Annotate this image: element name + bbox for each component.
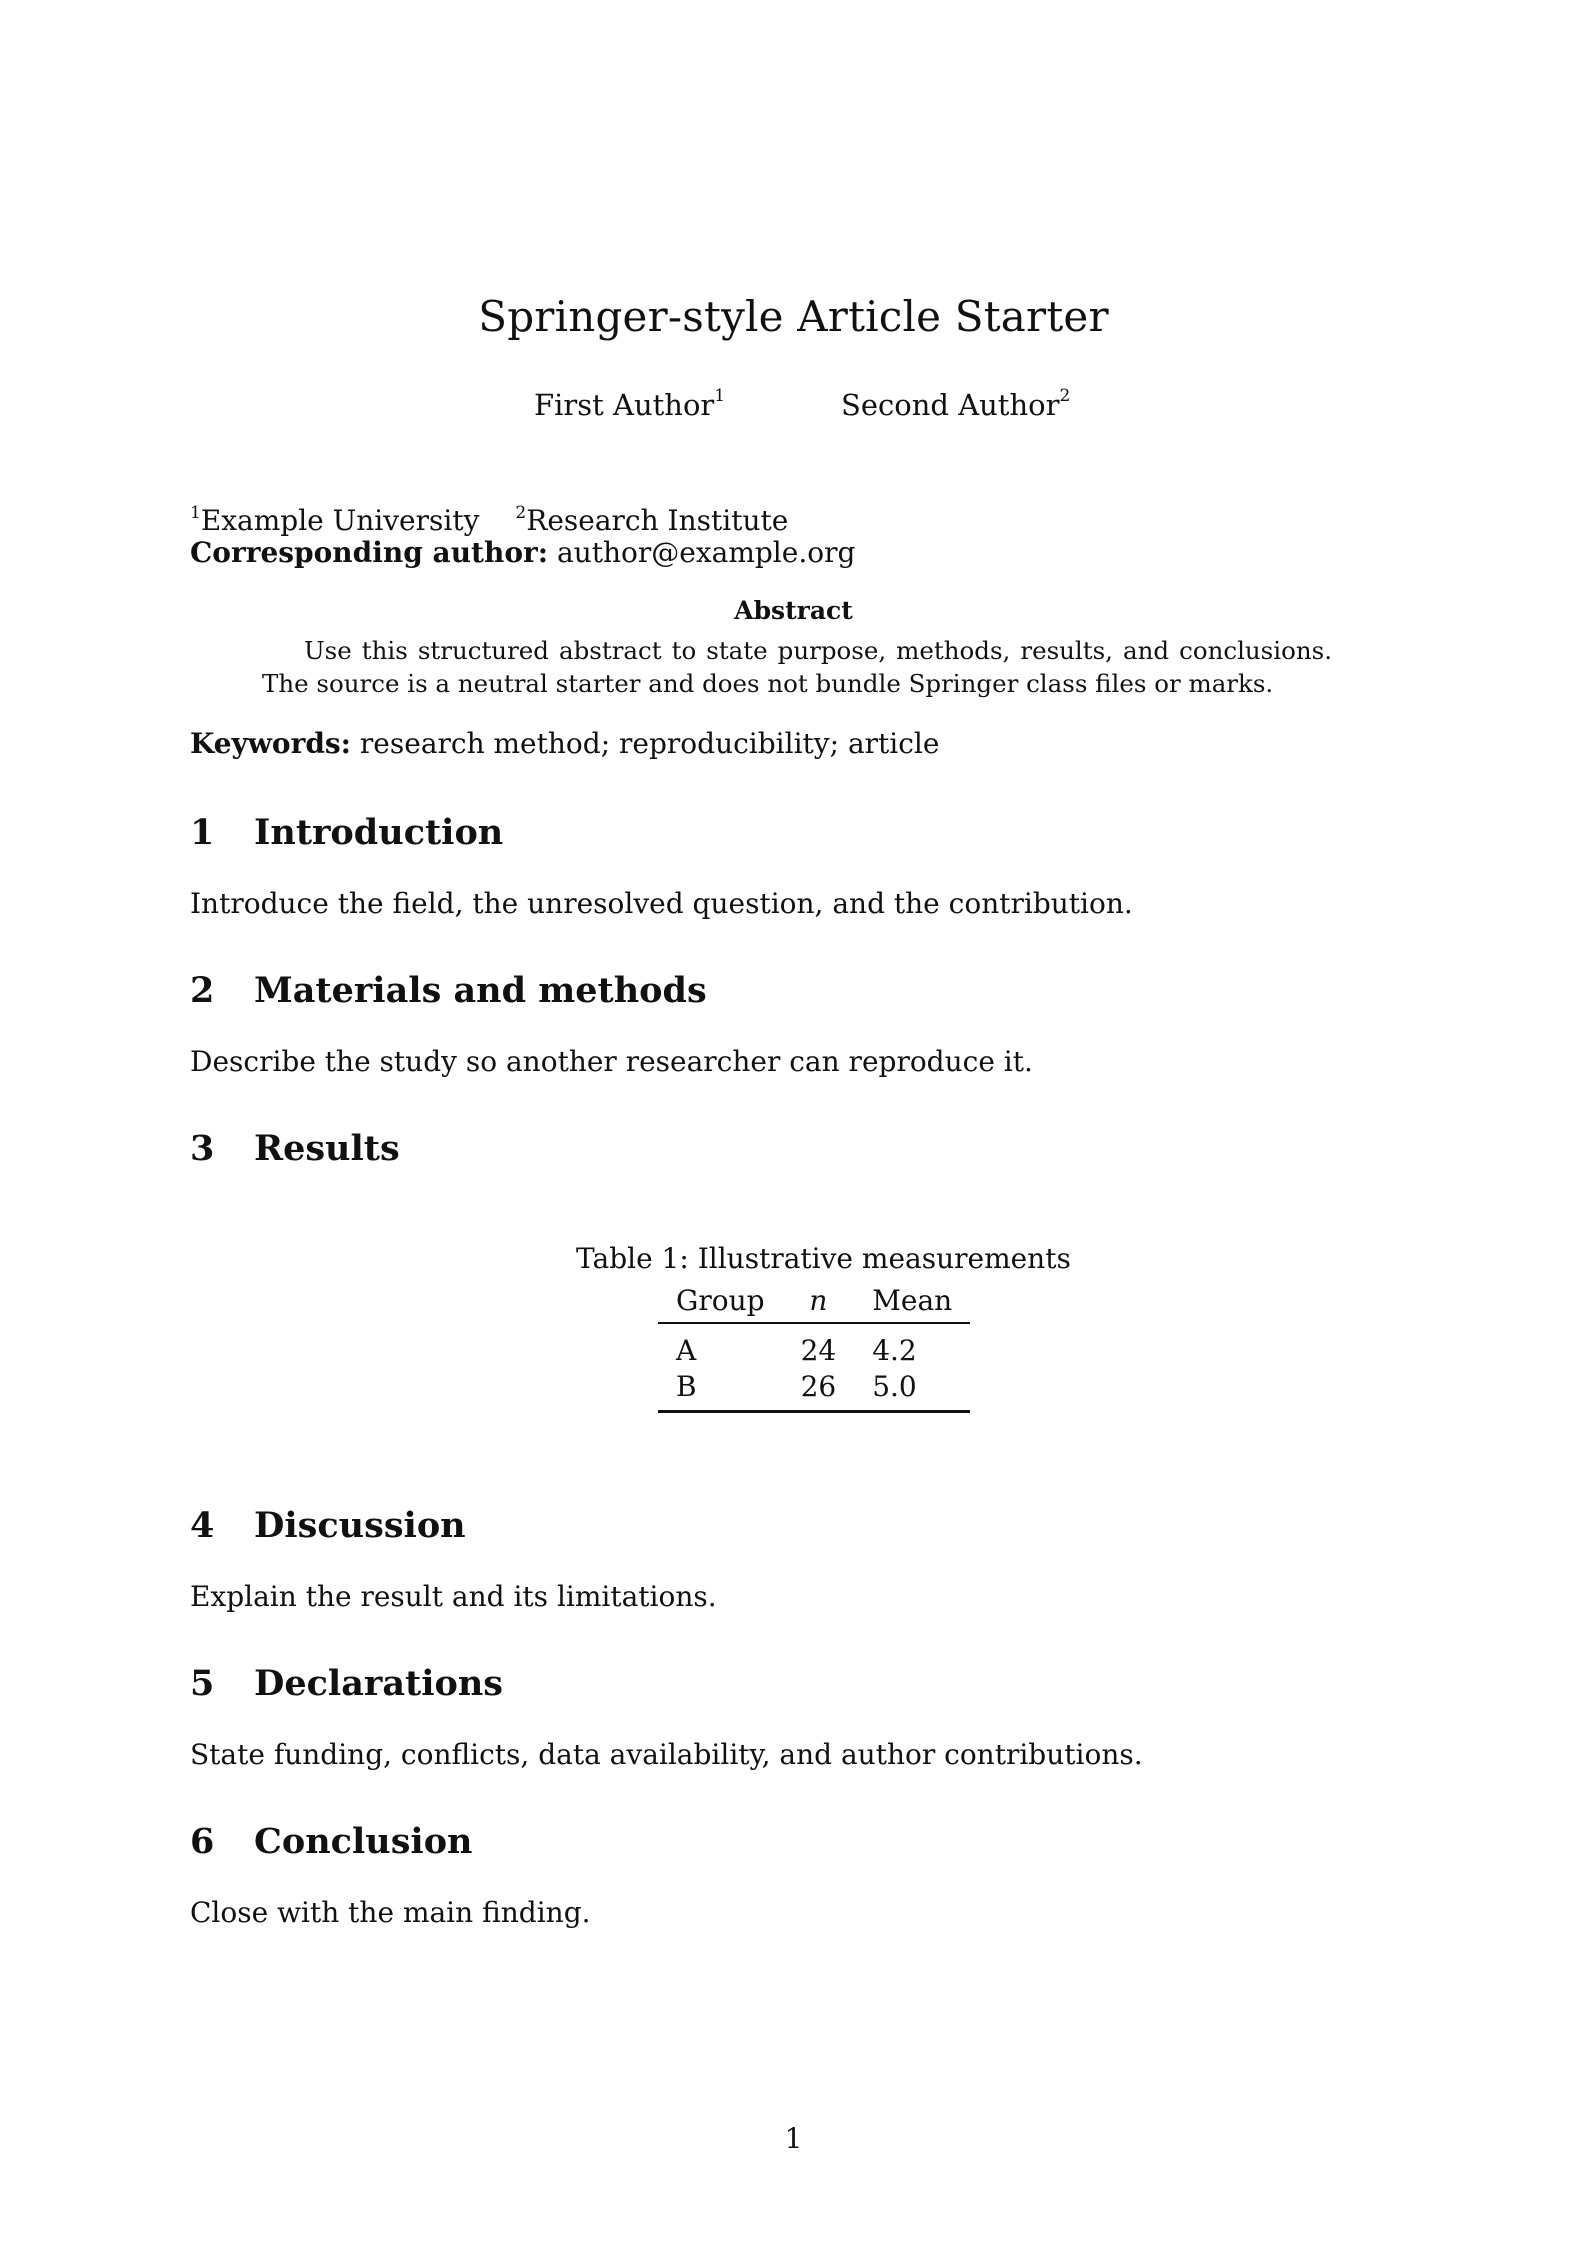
abstract-text-content: Use this structured abstract to state purpose, methods, results, and conclusions. The source is a neutral starter and does not bundle Springer class files or marks. — [262, 636, 1332, 698]
section-body-declarations: State funding, conflicts, data availability, and author contributions. — [190, 1738, 1143, 1771]
section-number: 5 — [190, 1663, 215, 1704]
section-number: 1 — [190, 812, 215, 853]
results-table — [658, 1280, 970, 1413]
table-cell: 26 — [783, 1368, 855, 1412]
author-affil-mark: 2 — [1059, 386, 1071, 407]
table-header-group: Group — [658, 1280, 783, 1323]
affil-mark: 1 — [190, 502, 201, 523]
table-header-n: n — [783, 1280, 855, 1323]
section-title: Discussion — [254, 1505, 466, 1546]
section-title: Results — [254, 1128, 400, 1169]
affil-name: Research Institute — [526, 504, 789, 537]
section-body-introduction: Introduce the field, the unresolved question, and the contribution. — [190, 887, 1133, 920]
page-number: 1 — [784, 2122, 803, 2155]
keywords — [190, 727, 939, 760]
table-cell: B — [658, 1368, 783, 1412]
table-cell: 24 — [800, 1333, 837, 1367]
abstract-text — [262, 634, 1332, 700]
section-title: Declarations — [254, 1663, 503, 1704]
author-name: First Author — [534, 388, 715, 422]
author-second — [841, 388, 1070, 422]
section-body-conclusion: Close with the main finding. — [190, 1896, 591, 1929]
section-number: 3 — [190, 1128, 215, 1169]
section-heading-results — [190, 1128, 400, 1169]
section-heading-materials-methods — [190, 970, 707, 1011]
section-body-materials-methods: Describe the study so another researcher can reproduce it. — [190, 1045, 1033, 1078]
section-heading-discussion — [190, 1505, 466, 1546]
section-number: 6 — [190, 1821, 215, 1862]
paper-title: Springer-style Article Starter — [478, 292, 1109, 341]
section-heading-declarations — [190, 1663, 503, 1704]
table-cell: A — [676, 1333, 697, 1367]
table-row — [658, 1368, 970, 1412]
section-heading-conclusion — [190, 1821, 473, 1862]
abstract-heading: Abstract — [734, 596, 853, 625]
author-affil-mark: 1 — [714, 386, 726, 407]
affiliations — [190, 504, 788, 537]
section-number: 2 — [190, 970, 215, 1011]
section-number: 4 — [190, 1505, 215, 1546]
section-title: Materials and methods — [254, 970, 707, 1011]
table-header-mean: Mean — [854, 1280, 970, 1323]
author-first — [534, 388, 725, 422]
corresponding-label: Corresponding author: — [190, 536, 549, 569]
table-cell: 5.0 — [854, 1368, 970, 1412]
section-title: Conclusion — [254, 1821, 473, 1862]
table-header-row — [658, 1280, 970, 1323]
section-title: Introduction — [254, 812, 504, 853]
affil-name: Example University — [200, 504, 480, 537]
table-caption: Table 1: Illustrative measurements — [576, 1242, 1071, 1275]
author-name: Second Author — [841, 388, 1060, 422]
keywords-text: research method; reproducibility; article — [359, 727, 940, 760]
table-cell: 4.2 — [872, 1333, 917, 1367]
section-heading-introduction — [190, 812, 503, 853]
keywords-label: Keywords: — [190, 727, 352, 760]
corresponding-author — [190, 536, 855, 569]
table-row — [658, 1323, 970, 1368]
section-body-discussion: Explain the result and its limitations. — [190, 1580, 717, 1613]
corresponding-email: author@example.org — [557, 536, 856, 569]
affil-mark: 2 — [515, 502, 527, 523]
